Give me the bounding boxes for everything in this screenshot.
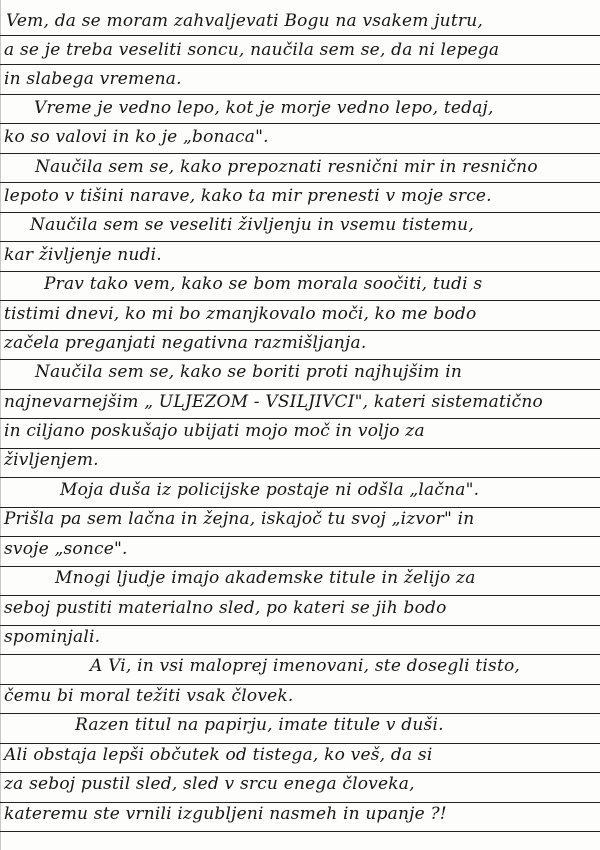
text-line: Naučila sem se, kako se boriti proti najhujšim in [35, 362, 463, 382]
text-line: in ciljano poskušajo ubijati mojo moč in voljo za [4, 421, 425, 441]
text-line: lepoto v tišini narave, kako ta mir prenesti v moje srce. [4, 186, 492, 206]
text-line: spominjali. [4, 627, 101, 647]
text-line: Naučila sem se, kako prepoznati resnični mir in resnično [35, 157, 538, 177]
text-line: Vreme je vedno lepo, kot je morje vedno lepo, tedaj, [34, 98, 494, 118]
text-line: a se je treba veseliti soncu, naučila sem se, da ni lepega [4, 40, 500, 60]
margin-line [0, 0, 1, 850]
text-line: najnevarnejšim „ ULJEZOM - VSILJIVCI", kateri sistematično [4, 392, 543, 412]
text-line: kar življenje nudi. [4, 245, 162, 265]
text-line: za seboj pustil sled, sled v srcu enega človeka, [4, 774, 415, 794]
text-line: življenjem. [4, 450, 99, 470]
text-line: seboj pustiti materialno sled, po kateri se jih bodo [4, 598, 447, 618]
text-line: ko so valovi in ko je „bonaca". [4, 127, 269, 147]
text-line: kateremu ste vrnili izgubljeni nasmeh in upanje ?! [4, 804, 447, 824]
text-line: svoje „sonce". [4, 539, 128, 559]
text-line: čemu bi moral težiti vsak človek. [4, 686, 294, 706]
text-line: začela preganjati negativna razmišljanja. [4, 333, 367, 353]
text-line: Mnogi ljudje imajo akademske titule in želijo za [55, 568, 476, 588]
text-line: Razen titul na papirju, imate titule v duši. [75, 715, 444, 735]
text-line: in slabega vremena. [4, 69, 182, 89]
text-line: Naučila sem se veseliti življenju in vsemu tistemu, [30, 215, 474, 235]
text-line: Ali obstaja lepši občutek od tistega, ko veš, da si [4, 745, 433, 765]
text-line: A Vi, in vsi maloprej imenovani, ste dosegli tisto, [90, 656, 521, 676]
text-line: Vem, da se moram zahvaljevati Bogu na vsakem jutru, [6, 11, 483, 31]
text-line: Prav tako vem, kako se bom morala soočiti, tudi s [44, 274, 483, 294]
text-line: Moja duša iz policijske postaje ni odšla „lačna". [60, 480, 480, 500]
text-line: Prišla pa sem lačna in žejna, iskajoč tu svoj „izvor" in [4, 509, 475, 529]
ruled-line [0, 831, 600, 832]
text-line: tistimi dnevi, ko mi bo zmanjkovalo moči, ko me bodo [4, 304, 477, 324]
